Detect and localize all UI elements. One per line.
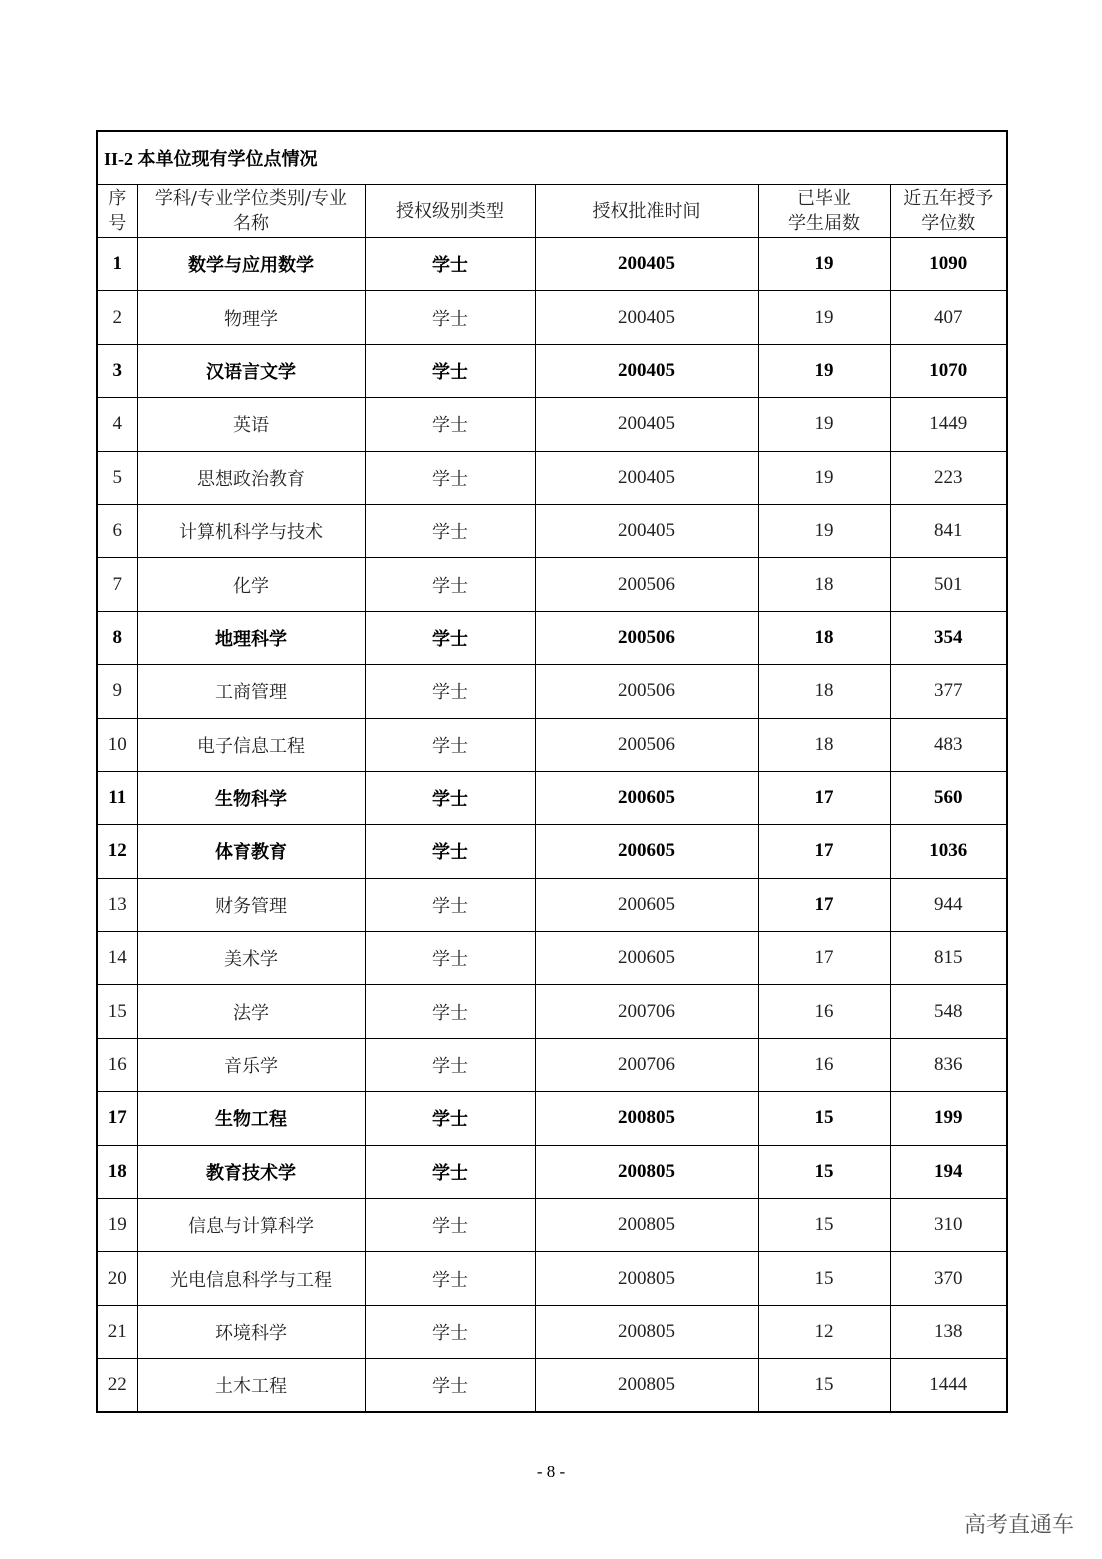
cell-level: 学士 <box>365 665 535 718</box>
cell-level: 学士 <box>365 558 535 611</box>
table-row <box>97 504 1007 557</box>
cell-grad: 18 <box>758 718 890 771</box>
cell-time: 200506 <box>535 558 758 611</box>
cell-name: 教育技术学 <box>137 1145 365 1198</box>
header-seq <box>97 185 137 238</box>
cell-level: 学士 <box>365 878 535 931</box>
cell-seq: 22 <box>97 1359 137 1412</box>
header-degrees <box>890 185 1007 238</box>
table-body <box>97 238 1007 1413</box>
cell-name: 财务管理 <box>137 878 365 931</box>
cell-grad: 19 <box>758 504 890 557</box>
header-name <box>137 185 365 238</box>
cell-degrees: 944 <box>890 878 1007 931</box>
table-title: II-2 本单位现有学位点情况 <box>97 131 1007 185</box>
cell-seq: 2 <box>97 291 137 344</box>
cell-level: 学士 <box>365 771 535 824</box>
cell-name: 土木工程 <box>137 1359 365 1412</box>
cell-name: 电子信息工程 <box>137 718 365 771</box>
cell-degrees: 560 <box>890 771 1007 824</box>
table-header-row <box>97 185 1007 238</box>
table-row <box>97 1092 1007 1145</box>
cell-grad: 18 <box>758 665 890 718</box>
table-row <box>97 718 1007 771</box>
cell-level: 学士 <box>365 718 535 771</box>
cell-name: 工商管理 <box>137 665 365 718</box>
cell-seq: 19 <box>97 1199 137 1252</box>
cell-level: 学士 <box>365 1038 535 1091</box>
table-row <box>97 451 1007 504</box>
header-grad-line2: 学生届数 <box>788 213 860 234</box>
cell-name: 物理学 <box>137 291 365 344</box>
cell-level: 学士 <box>365 451 535 504</box>
table-row <box>97 238 1007 291</box>
cell-time: 200506 <box>535 718 758 771</box>
cell-grad: 16 <box>758 985 890 1038</box>
cell-level: 学士 <box>365 1359 535 1412</box>
cell-seq: 11 <box>97 771 137 824</box>
cell-degrees: 1036 <box>890 825 1007 878</box>
cell-degrees: 310 <box>890 1199 1007 1252</box>
cell-grad: 18 <box>758 611 890 664</box>
cell-degrees: 1070 <box>890 344 1007 397</box>
cell-time: 200605 <box>535 878 758 931</box>
cell-degrees: 138 <box>890 1305 1007 1358</box>
cell-time: 200405 <box>535 451 758 504</box>
cell-name: 信息与计算科学 <box>137 1199 365 1252</box>
cell-time: 200706 <box>535 985 758 1038</box>
cell-degrees: 377 <box>890 665 1007 718</box>
cell-degrees: 548 <box>890 985 1007 1038</box>
header-degrees-line2: 学位数 <box>921 213 976 234</box>
cell-grad: 19 <box>758 344 890 397</box>
cell-seq: 4 <box>97 398 137 451</box>
cell-level: 学士 <box>365 504 535 557</box>
table-row <box>97 558 1007 611</box>
cell-time: 200805 <box>535 1305 758 1358</box>
cell-level: 学士 <box>365 238 535 291</box>
cell-name: 生物科学 <box>137 771 365 824</box>
cell-degrees: 815 <box>890 932 1007 985</box>
cell-time: 200706 <box>535 1038 758 1091</box>
cell-time: 200405 <box>535 398 758 451</box>
cell-name: 地理科学 <box>137 611 365 664</box>
table-row <box>97 665 1007 718</box>
cell-grad: 19 <box>758 291 890 344</box>
table-row <box>97 825 1007 878</box>
cell-level: 学士 <box>365 1145 535 1198</box>
table-row <box>97 985 1007 1038</box>
cell-seq: 1 <box>97 238 137 291</box>
cell-degrees: 370 <box>890 1252 1007 1305</box>
header-name-line2: 名称 <box>233 213 269 234</box>
cell-grad: 15 <box>758 1252 890 1305</box>
header-seq-line1: 序 <box>108 188 127 209</box>
cell-level: 学士 <box>365 1199 535 1252</box>
cell-grad: 12 <box>758 1305 890 1358</box>
header-grad <box>758 185 890 238</box>
cell-seq: 8 <box>97 611 137 664</box>
table-row <box>97 398 1007 451</box>
cell-time: 200805 <box>535 1359 758 1412</box>
cell-grad: 15 <box>758 1092 890 1145</box>
cell-seq: 10 <box>97 718 137 771</box>
cell-level: 学士 <box>365 985 535 1038</box>
cell-time: 200805 <box>535 1145 758 1198</box>
cell-degrees: 841 <box>890 504 1007 557</box>
cell-level: 学士 <box>365 932 535 985</box>
cell-grad: 17 <box>758 932 890 985</box>
cell-name: 计算机科学与技术 <box>137 504 365 557</box>
cell-level: 学士 <box>365 1092 535 1145</box>
cell-seq: 17 <box>97 1092 137 1145</box>
cell-degrees: 407 <box>890 291 1007 344</box>
cell-name: 英语 <box>137 398 365 451</box>
table-row <box>97 932 1007 985</box>
table-row <box>97 1199 1007 1252</box>
cell-degrees: 501 <box>890 558 1007 611</box>
table-row <box>97 1305 1007 1358</box>
header-degrees-line1: 近五年授予 <box>903 188 994 209</box>
table-row <box>97 771 1007 824</box>
header-name-line1: 学科/专业学位类别/专业 <box>154 188 348 209</box>
cell-level: 学士 <box>365 1252 535 1305</box>
cell-seq: 20 <box>97 1252 137 1305</box>
cell-name: 体育教育 <box>137 825 365 878</box>
cell-seq: 12 <box>97 825 137 878</box>
cell-time: 200805 <box>535 1092 758 1145</box>
table-row <box>97 611 1007 664</box>
watermark-text: 高考直通车 <box>963 1513 1074 1538</box>
cell-name: 音乐学 <box>137 1038 365 1091</box>
cell-level: 学士 <box>365 1305 535 1358</box>
cell-name: 数学与应用数学 <box>137 238 365 291</box>
header-level: 授权级别类型 <box>365 185 535 238</box>
cell-degrees: 223 <box>890 451 1007 504</box>
table-row <box>97 878 1007 931</box>
table-row <box>97 1252 1007 1305</box>
cell-time: 200605 <box>535 932 758 985</box>
cell-grad: 17 <box>758 771 890 824</box>
degree-table <box>96 130 1008 1413</box>
cell-grad: 15 <box>758 1359 890 1412</box>
cell-degrees: 836 <box>890 1038 1007 1091</box>
cell-name: 法学 <box>137 985 365 1038</box>
cell-seq: 3 <box>97 344 137 397</box>
cell-time: 200805 <box>535 1199 758 1252</box>
cell-time: 200605 <box>535 771 758 824</box>
cell-name: 光电信息科学与工程 <box>137 1252 365 1305</box>
cell-time: 200605 <box>535 825 758 878</box>
cell-degrees: 483 <box>890 718 1007 771</box>
header-seq-line2: 号 <box>108 213 127 234</box>
cell-seq: 5 <box>97 451 137 504</box>
cell-time: 200506 <box>535 665 758 718</box>
cell-level: 学士 <box>365 344 535 397</box>
cell-seq: 6 <box>97 504 137 557</box>
cell-degrees: 1090 <box>890 238 1007 291</box>
header-grad-line1: 已毕业 <box>797 188 851 209</box>
cell-name: 化学 <box>137 558 365 611</box>
cell-grad: 16 <box>758 1038 890 1091</box>
table-row <box>97 1359 1007 1412</box>
cell-time: 200405 <box>535 291 758 344</box>
cell-degrees: 199 <box>890 1092 1007 1145</box>
cell-time: 200405 <box>535 344 758 397</box>
cell-name: 汉语言文学 <box>137 344 365 397</box>
cell-grad: 18 <box>758 558 890 611</box>
cell-name: 生物工程 <box>137 1092 365 1145</box>
cell-degrees: 1449 <box>890 398 1007 451</box>
header-time: 授权批准时间 <box>535 185 758 238</box>
cell-seq: 14 <box>97 932 137 985</box>
cell-time: 200805 <box>535 1252 758 1305</box>
table-row <box>97 291 1007 344</box>
cell-name: 美术学 <box>137 932 365 985</box>
cell-seq: 18 <box>97 1145 137 1198</box>
cell-level: 学士 <box>365 611 535 664</box>
cell-time: 200405 <box>535 504 758 557</box>
cell-seq: 16 <box>97 1038 137 1091</box>
cell-seq: 9 <box>97 665 137 718</box>
cell-grad: 19 <box>758 451 890 504</box>
degree-table-container <box>96 130 1006 1413</box>
cell-degrees: 354 <box>890 611 1007 664</box>
cell-level: 学士 <box>365 825 535 878</box>
cell-grad: 19 <box>758 238 890 291</box>
cell-grad: 15 <box>758 1199 890 1252</box>
table-row <box>97 1038 1007 1091</box>
cell-seq: 7 <box>97 558 137 611</box>
cell-level: 学士 <box>365 398 535 451</box>
cell-grad: 17 <box>758 825 890 878</box>
cell-grad: 19 <box>758 398 890 451</box>
cell-seq: 13 <box>97 878 137 931</box>
table-row <box>97 1145 1007 1198</box>
cell-time: 200405 <box>535 238 758 291</box>
cell-degrees: 194 <box>890 1145 1007 1198</box>
page-number: - 8 - <box>536 1462 566 1481</box>
cell-name: 思想政治教育 <box>137 451 365 504</box>
cell-grad: 15 <box>758 1145 890 1198</box>
cell-seq: 21 <box>97 1305 137 1358</box>
table-row <box>97 344 1007 397</box>
cell-grad: 17 <box>758 878 890 931</box>
cell-seq: 15 <box>97 985 137 1038</box>
cell-time: 200506 <box>535 611 758 664</box>
cell-name: 环境科学 <box>137 1305 365 1358</box>
cell-level: 学士 <box>365 291 535 344</box>
cell-degrees: 1444 <box>890 1359 1007 1412</box>
